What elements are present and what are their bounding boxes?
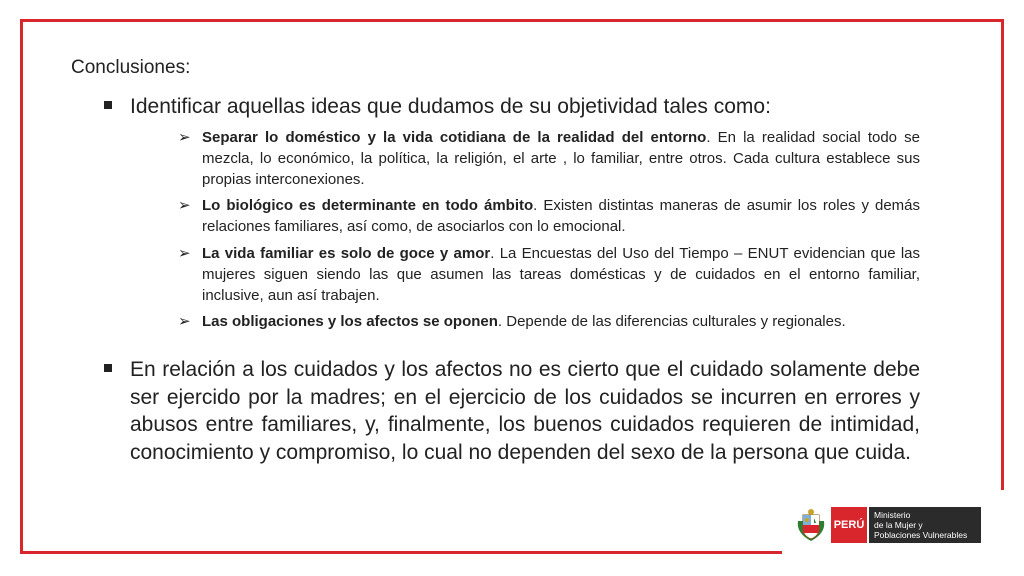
square-bullet-icon xyxy=(104,356,130,466)
sub-item-lead: Las obligaciones y los afectos se oponen xyxy=(202,313,498,330)
sub-item-lead: Separar lo doméstico y la vida cotidiana de la realidad del entorno xyxy=(202,129,707,146)
bullet-item-1 xyxy=(104,93,920,121)
sub-item-4 xyxy=(178,311,920,332)
bullet-text-2: En relación a los cuidados y los afectos no es cierto que el cuidado solamente debe ser ejercido por la madres; en el ejercicio de los cuidados se incurren en errores y abusos entre familiares, y, finalmente, los buenos cuidados requieren de intimidad, conocimiento y compromiso, lo cual no dependen del sexo de la persona que cuida. xyxy=(130,358,920,464)
slide-heading: Conclusiones: xyxy=(71,57,191,78)
peru-coat-of-arms-icon xyxy=(793,506,829,544)
sub-item-rest: . En la realidad social todo se mezcla, lo económico, la política, la religión, el arte , lo familiar, entre otros. Cada cultura establece sus propias interconexiones. xyxy=(202,129,920,188)
arrow-bullet-icon: ➢ xyxy=(178,245,191,262)
sub-item-rest: . Depende de las diferencias culturales y regionales. xyxy=(497,313,846,330)
arrow-bullet-icon: ➢ xyxy=(178,313,191,330)
sub-item-lead: La vida familiar es solo de goce y amor xyxy=(202,245,491,262)
arrow-bullet-icon: ➢ xyxy=(178,129,191,146)
ministry-name: Ministerio de la Mujer y Poblaciones Vulnerables xyxy=(867,507,981,543)
bullet-text-1: Identificar aquellas ideas que dudamos de su objetividad tales como: xyxy=(130,95,771,118)
sub-item-text xyxy=(202,195,920,237)
sub-item-2 xyxy=(178,195,920,237)
sub-item-text xyxy=(202,311,846,332)
arrow-bullet-icon: ➢ xyxy=(178,197,191,214)
bullet-item-2 xyxy=(104,356,920,466)
square-bullet-icon xyxy=(104,93,130,121)
sub-item-rest: . La Encuestas del Uso del Tiempo – ENUT evidencian que las mujeres siguen siendo las que asumen las tareas domésticas y de cuidados en el entorno familiar, inclusive, aun así trabajen. xyxy=(202,245,920,304)
sub-item-3 xyxy=(178,243,920,306)
sub-item-lead: Lo biológico es determinante en todo ámbito xyxy=(202,197,534,214)
sub-item-1 xyxy=(178,127,920,190)
sub-item-rest: . Existen distintas maneras de asumir los roles y demás relaciones familiares, así como, de asociarlos con lo emocional. xyxy=(202,197,920,235)
ministry-logo xyxy=(793,505,989,545)
peru-label: PERÚ xyxy=(831,507,867,543)
sub-item-text xyxy=(202,243,920,306)
sub-item-text xyxy=(202,127,920,190)
